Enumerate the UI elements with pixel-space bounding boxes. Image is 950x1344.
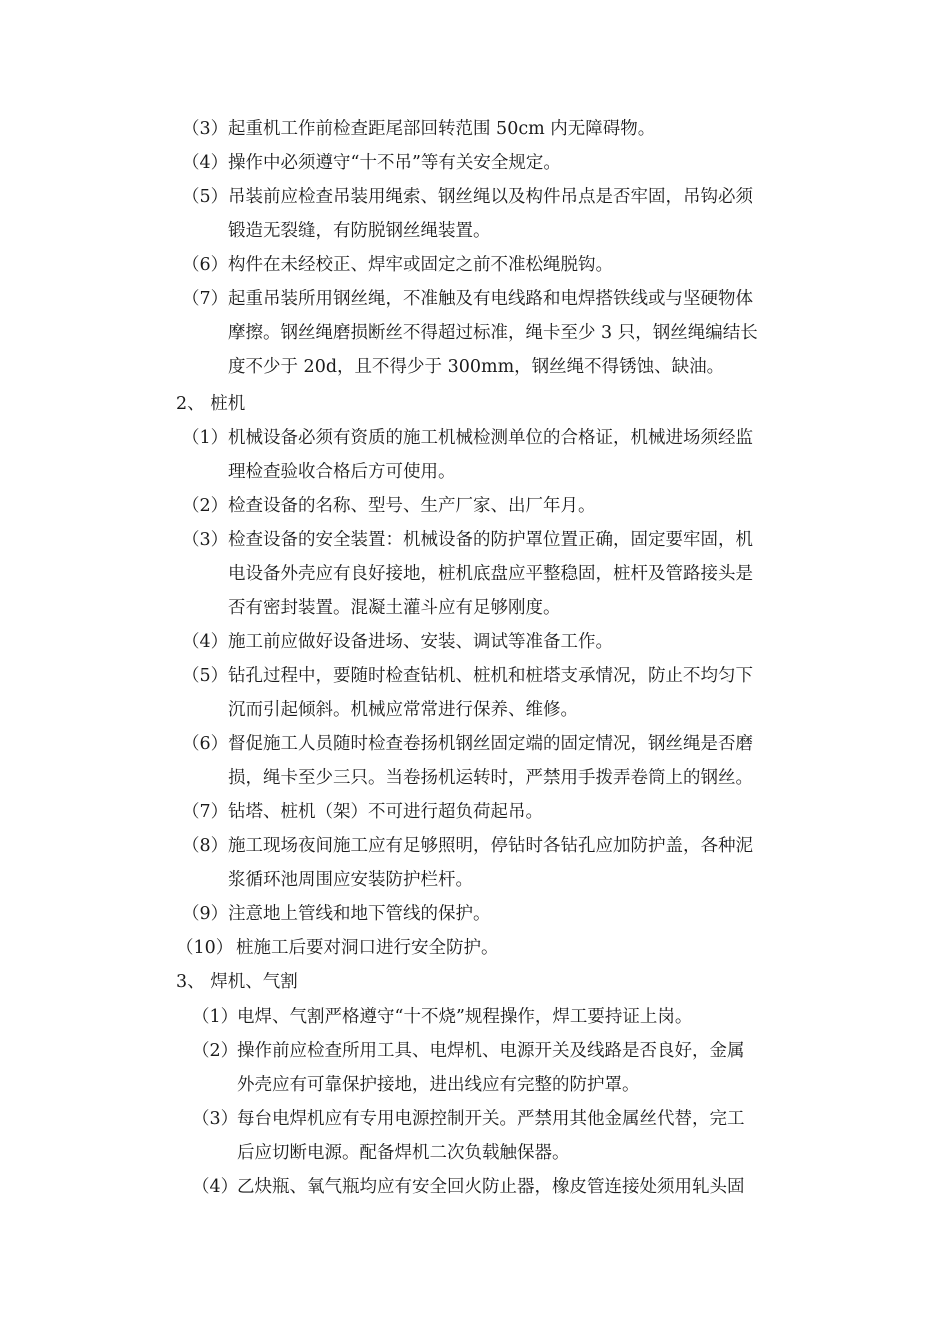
item-text: 外壳应有可靠保护接地，进出线应有完整的防护罩。 [237,1075,640,1095]
item-text: 施工前应做好设备进场、安装、调试等准备工作。 [228,632,613,652]
item-text: 注意地上管线和地下管线的保护。 [228,904,491,924]
item-number: （6） [182,734,229,754]
item-text: 钻孔过程中，要随时检查钻机、桩机和桩塔支承情况，防止不均匀下 [228,666,753,686]
item-text: 吊装前应检查吊装用绳索、钢丝绳以及构件吊点是否牢固，吊钩必须 [228,187,753,207]
item-number: （2） [192,1041,239,1061]
item-number: （4） [182,153,229,173]
item-number: （3） [192,1109,239,1129]
item-text: 乙炔瓶、氧气瓶均应有安全回火防止器，橡皮管连接处须用轧头固 [237,1177,745,1197]
item-number: （3） [182,530,229,550]
item-text: 后应切断电源。配备焊机二次负载触保器。 [237,1143,570,1163]
item-number: （6） [182,255,229,275]
item-text: 检查设备的安全装置：机械设备的防护罩位置正确，固定要牢固，机 [228,530,753,550]
item-text: 检查设备的名称、型号、生产厂家、出厂年月。 [228,496,596,516]
item-text: 否有密封装置。混凝土灌斗应有足够刚度。 [228,598,561,618]
item-number: （3） [182,119,229,139]
item-text: 每台电焊机应有专用电源控制开关。严禁用其他金属丝代替，完工 [237,1109,745,1129]
item-text: 度不少于 20d，且不得少于 300mm，钢丝绳不得锈蚀、缺油。 [228,357,725,377]
item-number: （8） [182,836,229,856]
item-text: 起重吊装所用钢丝绳，不准触及有电线路和电焊搭铁线或与坚硬物体 [228,289,753,309]
section-heading-text: 2、 桩机 [176,394,246,414]
item-text: 操作中必须遵守“十不吊”等有关安全规定。 [228,153,561,173]
item-number: （1） [182,428,229,448]
item-number: （5） [182,187,229,207]
item-text: 钻塔、桩机（架）不可进行超负荷起吊。 [228,802,543,822]
item-text: 机械设备必须有资质的施工机械检测单位的合格证，机械进场须经监 [228,428,753,448]
item-text: 理检查验收合格后方可使用。 [228,462,456,482]
item-number: （7） [182,289,229,309]
item-text: 摩擦。钢丝绳磨损断丝不得超过标准，绳卡至少 3 只，钢丝绳编结长 [228,323,758,343]
item-text: 浆循环池周围应安装防护栏杆。 [228,870,473,890]
item-text: 沉而引起倾斜。机械应常常进行保养、维修。 [228,700,578,720]
item-number: （10） [176,938,234,958]
item-number: （1） [192,1007,239,1027]
item-text: 损，绳卡至少三只。当卷扬机运转时，严禁用手拨弄卷筒上的钢丝。 [228,768,753,788]
section-heading-text: 3、 焊机、气割 [176,972,298,992]
item-text: 构件在未经校正、焊牢或固定之前不准松绳脱钩。 [228,255,613,275]
item-text: 电设备外壳应有良好接地，桩机底盘应平整稳固，桩杆及管路接头是 [228,564,753,584]
item-text: 操作前应检查所用工具、电焊机、电源开关及线路是否良好，金属 [237,1041,745,1061]
item-number: （4） [182,632,229,652]
item-text: 督促施工人员随时检查卷扬机钢丝固定端的固定情况，钢丝绳是否磨 [228,734,753,754]
item-number: （7） [182,802,229,822]
item-text: 电焊、气割严格遵守“十不烧”规程操作，焊工要持证上岗。 [237,1007,693,1027]
item-number: （5） [182,666,229,686]
item-text: 起重机工作前检查距尾部回转范围 50cm 内无障碍物。 [228,119,656,139]
item-text: 桩施工后要对洞口进行安全防护。 [236,938,499,958]
item-text: 锻造无裂缝，有防脱钢丝绳装置。 [228,221,491,241]
item-number: （4） [192,1177,239,1197]
item-number: （2） [182,496,229,516]
item-number: （9） [182,904,229,924]
item-text: 施工现场夜间施工应有足够照明，停钻时各钻孔应加防护盖，各种泥 [228,836,753,856]
